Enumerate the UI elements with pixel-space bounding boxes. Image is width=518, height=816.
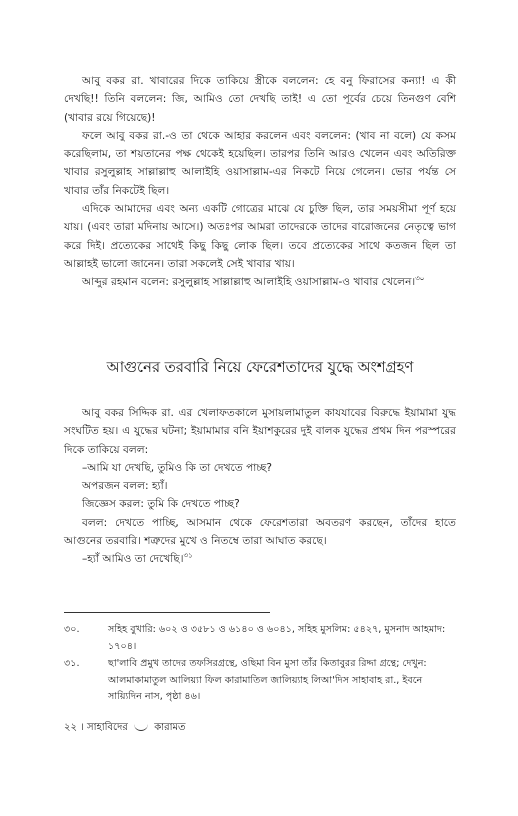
section-2 [64, 404, 456, 569]
footer-separator: । [80, 722, 84, 733]
footnote-31 [64, 656, 459, 706]
footnote-ref-30[interactable]: ৩০ [415, 274, 425, 283]
dialogue-line-5 [64, 550, 456, 568]
footnote-30 [64, 622, 459, 655]
section-heading: আগুনের তরবারি নিয়ে ফেরেশতাদের যুদ্ধে অংশগ্রহণ [106, 359, 414, 376]
paragraph-2: ফলে আবু বকর রা.-ও তা থেকে আহার করলেন এবং বললেন: (খাব না বলে) যে কসম করেছিলাম, তা শয়তানের পক্ষ থেকেই হয়েছিল। তারপর তিনি আরও খেলেন এবং অতিরিক্ত খাবার রসুলুল্লাহ সাল্লাল্লাহু আলাইহি ওয়াসাল্লাম-এর নিকটে নিয়ে গেলেন। ভোর পর্যন্ত সে খাবার তাঁর নিকটেই ছিল। [64, 129, 456, 197]
book-title-part-2: কারামত [154, 722, 186, 733]
dialogue-line-2: অপরজন বলল: হ্যাঁ। [82, 480, 168, 493]
footnote-text: সহিহ বুখারি: ৬০২ ও ৩৫৮১ ও ৬১৪০ ও ৬০৪১, সহিহ মুসলিম: ৫৪২৭, মুসনাদ আহমাদ: ১৭০৪। [108, 624, 446, 652]
paragraph-3: এদিকে আমাদের এবং অন্য একটি গোত্রের মাঝে যে চুক্তি ছিল, তার সময়সীমা পূর্ণ হয়ে যায়। (এবং তারা মদিনায় আসে।) অতঃপর আমরা তাদেরকে তাদের বারোজনের নেতৃত্বে ভাগ করে দিই। প্রত্যেকের সাথেই কিছু কিছু লোক ছিল। তবে প্রত্যেকের সাথে কতজন ছিল তা আল্লাহই ভালো জানেন। তারা সকলেই সেই খাবার খায়। [64, 203, 456, 270]
paragraph-5: আবু বকর সিদ্দিক রা. এর খেলাফতকালে মুসায়লামাতুল কাযযাবের বিরুদ্ধে ইয়ামামা যুদ্ধ সংঘটিত হয়। এ যুদ্ধের ঘটনা; ইয়ামামার বনি ইয়াশকুরের দুই বালক যুদ্ধের প্রথম দিন পরস্পরের দিকে তাকিয়ে বলল: [64, 407, 456, 456]
paragraph-1: আবু বকর রা. খাবারের দিকে তাকিয়ে স্ত্রীকে বললেন: হে বনু ফিরাসের কন্যা! এ কী দেখছি!! তিনি বললেন: জি, আমিও তো দেখছি তাই! এ তো পূর্বের চেয়ে তিনগুণ বেশি (খাবার রয়ে গিয়েছে)! [64, 75, 456, 124]
dialogue-line-5-text: –হ্যাঁ আমিও তা দেখেছি। [82, 553, 184, 566]
honorific-symbol-icon [134, 724, 148, 731]
paragraph-4-text: আব্দুর রহমান বলেন: রসুলুল্লাহ সাল্লাল্লাহু আলাইহি ওয়াসাল্লাম-ও খাবার খেলেন। [82, 276, 416, 289]
paragraph-4 [64, 273, 456, 291]
page-footer [64, 720, 186, 736]
dialogue-line-1: –আমি যা দেখছি, তুমিও কি তা দেখতে পাচ্ছ? [82, 461, 273, 474]
footnote-ref-31[interactable]: ৩১ [183, 551, 193, 560]
book-title-part-1: সাহাবিদের [86, 722, 128, 733]
dialogue-line-3: জিজ্ঞেস করল: তুমি কি দেখতে পাচ্ছ? [82, 498, 240, 511]
page-number: ২২ [64, 722, 78, 733]
footnote-text: ছা'লাবি প্রমুখ তাদের তফসিরগ্রন্থে, ওছিমা বিন মুসা তাঁর কিতাবুরর রিদ্দা গ্রন্থে; দেখুন: আলমাকামাতুল আলিয়্যা ফিল কারামাতিল জালিয়্যাহ লিআ'দিস সাহাবাহ রা., ইবনে সায়্যিদিন নাস, পৃষ্ঠা ৪৬। [108, 658, 427, 702]
footnote-number: ৩০. [64, 624, 80, 635]
dialogue-line-4: বলল: দেখতে পাচ্ছি, আসমান থেকে ফেরেশতারা অবতরণ করছেন, তাঁদের হাতে আগুনের তরবারি। শত্রুদের মুখে ও নিতম্বে তারা আঘাত করছে। [64, 516, 456, 548]
footnote-number: ৩১. [64, 658, 80, 669]
footnote-divider [64, 612, 270, 613]
section-1 [64, 72, 456, 292]
